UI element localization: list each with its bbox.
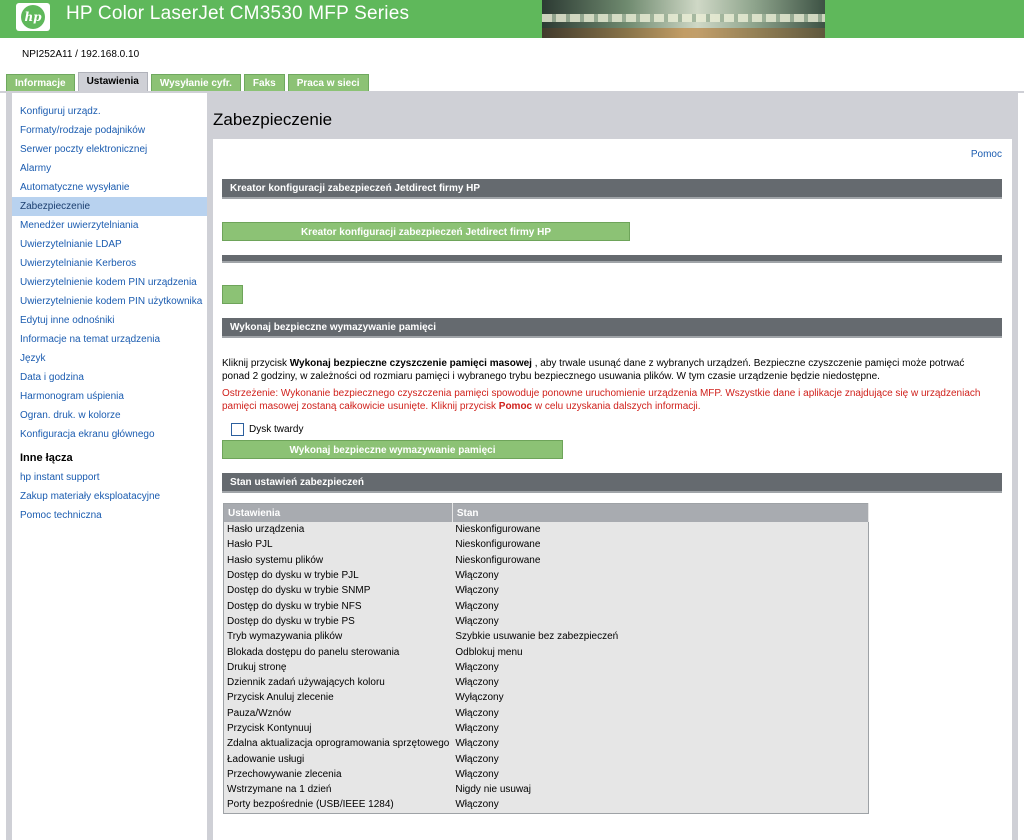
page-title: Zabezpieczenie	[213, 110, 333, 129]
header-photo-floor	[542, 28, 825, 38]
sidebar	[12, 98, 208, 840]
column-header-ustawienia: Ustawienia	[224, 504, 453, 523]
header-photo-image	[542, 0, 825, 38]
hard-disk-label: Dysk twardy	[249, 424, 304, 435]
status-cell: Włączony	[455, 615, 499, 627]
setting-cell: Blokada dostępu do panelu sterowania	[227, 646, 400, 658]
hard-disk-option	[231, 423, 303, 436]
status-cell: Odblokuj menu	[455, 646, 523, 658]
setting-cell: Przechowywanie zlecenia	[227, 768, 342, 780]
jetdirect-section-header: Kreator konfiguracji zabezpieczeń Jetdirect firmy HP	[222, 179, 1002, 199]
hard-disk-checkbox[interactable]	[231, 423, 244, 436]
setting-cell: Tryb wymazywania plików	[227, 631, 343, 643]
table-row	[224, 522, 869, 537]
sidebar-item-zabezpieczenie[interactable]: Zabezpieczenie	[12, 197, 207, 216]
setting-cell: Dostęp do dysku w trybie NFS	[227, 600, 362, 612]
sidebar-item-automatyczne-wysylanie[interactable]: Automatyczne wysyłanie	[20, 182, 130, 193]
main-content	[213, 139, 1012, 840]
setting-cell: Dostęp do dysku w trybie PS	[227, 615, 355, 627]
sidebar-link-zakup-materialy[interactable]: Zakup materiały eksploatacyjne	[20, 491, 161, 502]
erase-description	[222, 357, 992, 383]
setting-cell: Hasło systemu plików	[227, 554, 324, 566]
table-row	[224, 675, 869, 690]
table-row	[224, 721, 869, 736]
setting-cell: Pauza/Wznów	[227, 707, 291, 719]
table-header-row	[224, 504, 869, 523]
sidebar-item-konfiguruj-urzadz[interactable]: Konfiguruj urządz.	[20, 106, 101, 117]
status-cell: Włączony	[455, 723, 499, 734]
warning-post: w celu uzyskania dalszych informacji.	[532, 401, 701, 412]
sidebar-item-menedzer-uwierzytelniania[interactable]: Menedżer uwierzytelniania	[20, 220, 139, 231]
secure-erase-button[interactable]: Wykonaj bezpieczne wymazywanie pamięci	[222, 440, 563, 459]
tab-wysylanie-cyfr[interactable]: Wysyłanie cyfr.	[151, 74, 241, 92]
table-row	[224, 568, 869, 583]
setting-cell: Dostęp do dysku w trybie PJL	[227, 570, 359, 582]
status-cell: Włączony	[455, 753, 499, 765]
security-status-table	[223, 503, 869, 814]
table-row	[224, 782, 869, 797]
status-cell: Wyłączony	[455, 692, 504, 704]
warning-bold: Pomoc	[498, 401, 533, 412]
sidebar-link-hp-instant-support[interactable]: hp instant support	[20, 472, 100, 483]
table-row	[224, 660, 869, 675]
setting-cell: Porty bezpośrednie (USB/IEEE 1284)	[227, 799, 394, 811]
sidebar-item-harmonogram-uspienia[interactable]: Harmonogram uśpienia	[20, 391, 124, 402]
sidebar-item-uwierzytelnianie-ldap[interactable]: Uwierzytelnianie LDAP	[20, 239, 122, 250]
status-cell: Nieskonfigurowane	[455, 524, 541, 536]
tab-praca-w-sieci[interactable]: Praca w sieci	[288, 74, 369, 92]
table-row	[224, 690, 869, 705]
sidebar-item-pin-urzadzenia[interactable]: Uwierzytelnienie kodem PIN urządzenia	[20, 277, 197, 288]
status-cell: Włączony	[455, 570, 499, 582]
table-row	[224, 751, 869, 766]
tab-faks[interactable]: Faks	[244, 74, 285, 92]
table-row	[224, 736, 869, 751]
table-row	[224, 629, 869, 644]
top-tabs	[6, 72, 372, 92]
hp-logo-icon[interactable]	[16, 3, 50, 31]
sidebar-item-ogran-druk-kolor[interactable]: Ogran. druk. w kolorze	[20, 410, 121, 421]
unlabeled-green-button[interactable]	[222, 285, 243, 304]
tab-ustawienia[interactable]: Ustawienia	[78, 72, 148, 92]
status-cell: Włączony	[455, 600, 499, 612]
device-id: NPI252A11 / 192.168.0.10	[22, 49, 140, 60]
status-cell: Szybkie usuwanie bez zabezpieczeń	[455, 631, 619, 643]
table-row	[224, 614, 869, 629]
hp-logo-text: hp	[21, 5, 45, 29]
other-links-heading: Inne łącza	[20, 452, 73, 464]
setting-cell: Przycisk Anuluj zlecenie	[227, 692, 334, 704]
table-row	[224, 797, 869, 813]
erase-warning	[222, 387, 992, 413]
sidebar-item-data-godzina[interactable]: Data i godzina	[20, 372, 84, 383]
erase-section-header: Wykonaj bezpieczne wymazywanie pamięci	[222, 318, 1002, 338]
table-row	[224, 583, 869, 598]
tab-informacje[interactable]: Informacje	[6, 74, 75, 92]
status-cell: Włączony	[455, 661, 499, 673]
status-cell: Włączony	[455, 707, 499, 719]
status-cell: Nieskonfigurowane	[455, 539, 541, 551]
setting-cell: Hasło PJL	[227, 539, 273, 551]
setting-cell: Zdalna aktualizacja oprogramowania sprzętowego	[227, 738, 450, 750]
table-row	[224, 767, 869, 782]
table-row	[224, 553, 869, 568]
erase-desc-post: , aby trwale usunąć dane z wybranych urządzeń. Bezpieczne czyszczenie pamięci może potrwać ponad 2 godziny, w zależności od rozmiaru pamięci i wybranego trybu bezpiecznego usuwania plików. W tym czasie urządzenie będzie niedostępne.	[222, 358, 965, 382]
setting-cell: Wstrzymane na 1 dzień	[227, 784, 332, 796]
sidebar-item-pin-uzytkownika[interactable]: Uwierzytelnienie kodem PIN użytkownika	[20, 296, 203, 307]
table-row	[224, 706, 869, 721]
header-photo-band	[542, 14, 825, 22]
status-cell: Nigdy nie usuwaj	[455, 784, 531, 796]
help-link[interactable]: Pomoc	[970, 149, 1002, 160]
sidebar-item-uwierzytelnianie-kerberos[interactable]: Uwierzytelnianie Kerberos	[20, 258, 137, 269]
column-header-stan: Stan	[452, 504, 868, 523]
sidebar-item-serwer-poczty[interactable]: Serwer poczty elektronicznej	[20, 144, 148, 155]
header-bar	[0, 0, 1024, 38]
status-cell: Włączony	[455, 768, 499, 780]
sidebar-item-alarmy[interactable]: Alarmy	[20, 163, 52, 174]
sidebar-item-edytuj-odnosniki[interactable]: Edytuj inne odnośniki	[20, 315, 115, 326]
app-title: HP Color LaserJet CM3530 MFP Series	[66, 3, 410, 24]
warning-pre: Ostrzeżenie: Wykonanie bezpiecznego czyszczenia pamięci spowoduje ponowne uruchomienie urządzenia MFP. Wszystkie dane i aplikacje znajdujące się w urządzeniach pamięci masowej zostaną całkowicie usunięte. Kliknij przycisk	[222, 388, 981, 412]
sidebar-item-formaty-podajnikow[interactable]: Formaty/rodzaje podajników	[20, 125, 146, 136]
setting-cell: Hasło urządzenia	[227, 524, 305, 536]
erase-desc-bold: Wykonaj bezpieczne czyszczenie pamięci masowej	[289, 358, 532, 369]
erase-desc-pre: Kliknij przycisk	[222, 358, 290, 369]
status-cell: Włączony	[455, 738, 499, 750]
setting-cell: Ładowanie usługi	[227, 753, 305, 765]
status-cell: Włączony	[455, 585, 499, 597]
sidebar-link-pomoc-techniczna[interactable]: Pomoc techniczna	[20, 510, 102, 521]
status-cell: Nieskonfigurowane	[455, 554, 541, 566]
table-row	[224, 537, 869, 552]
setting-cell: Drukuj stronę	[227, 661, 287, 673]
section-divider	[222, 255, 1002, 263]
status-section-header: Stan ustawień zabezpieczeń	[222, 473, 1002, 493]
status-cell: Włączony	[455, 677, 499, 689]
sidebar-item-konfiguracja-ekranu[interactable]: Konfiguracja ekranu głównego	[20, 429, 155, 440]
status-cell: Włączony	[455, 799, 499, 811]
table-row	[224, 598, 869, 613]
sidebar-item-informacje-urzadzenie[interactable]: Informacje na temat urządzenia	[20, 334, 161, 345]
jetdirect-wizard-button[interactable]: Kreator konfiguracji zabezpieczeń Jetdirect firmy HP	[222, 222, 630, 241]
sidebar-item-jezyk[interactable]: Język	[20, 353, 46, 364]
table-row	[224, 644, 869, 659]
setting-cell: Przycisk Kontynuuj	[227, 723, 312, 734]
setting-cell: Dziennik zadań używających koloru	[227, 677, 385, 689]
setting-cell: Dostęp do dysku w trybie SNMP	[227, 585, 371, 597]
sidebar-nav	[12, 102, 207, 525]
